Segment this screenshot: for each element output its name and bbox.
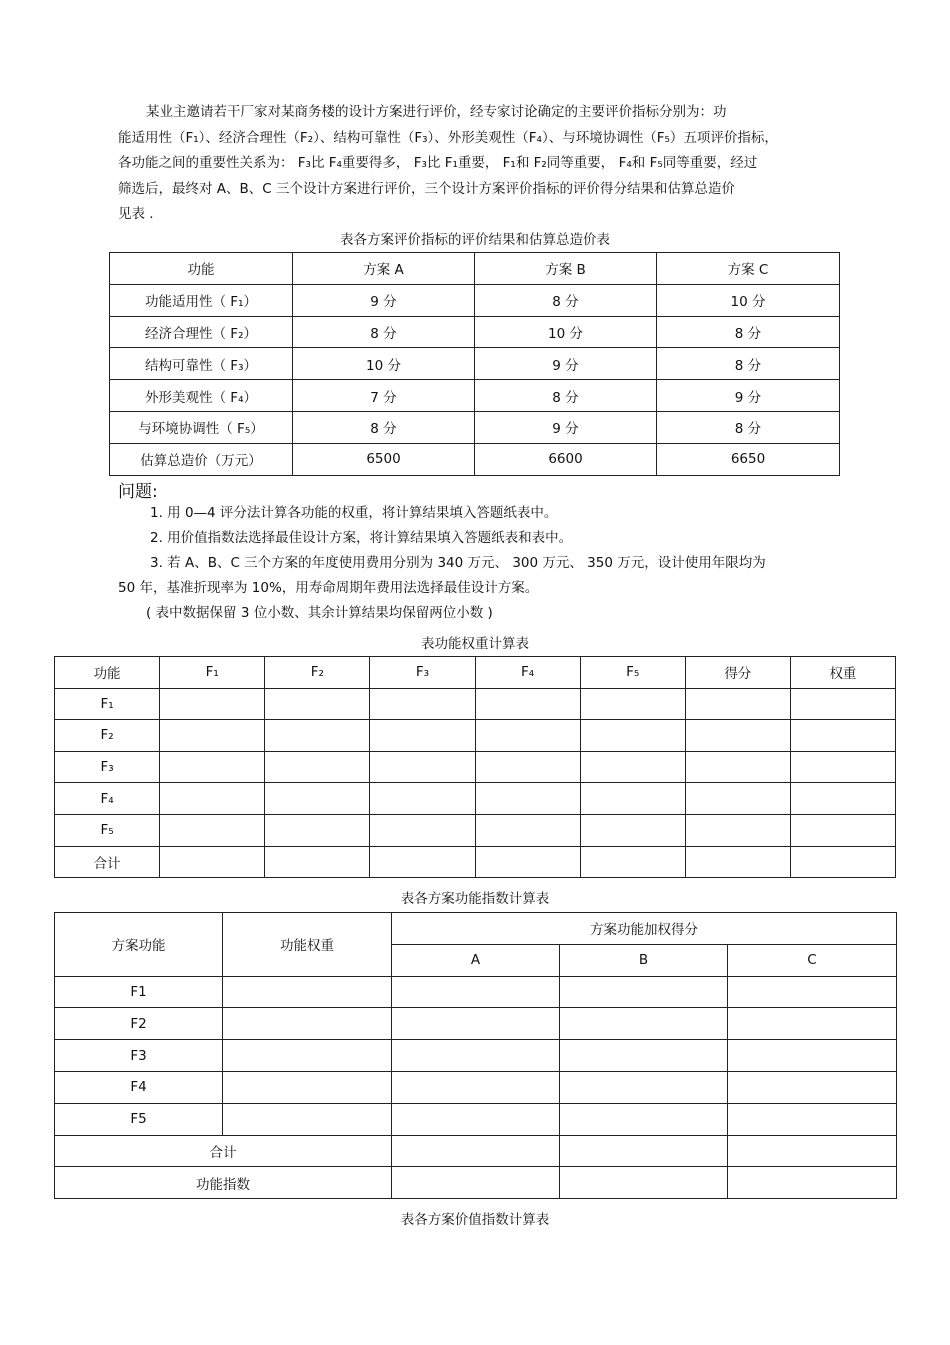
empty-cell[interactable] [223,1071,392,1103]
empty-cell[interactable] [392,1008,560,1040]
weight-table [54,656,896,878]
empty-cell[interactable] [728,1135,897,1167]
header-cell: 功能 [55,657,160,689]
table-cell: 6600 [475,443,657,475]
table-cell: 6500 [293,443,475,475]
empty-cell[interactable] [265,846,370,878]
empty-cell[interactable] [265,751,370,783]
table-cell: 8 分 [293,316,475,348]
row-label: 合计 [55,1135,392,1167]
table-cell: 10 分 [293,348,475,380]
empty-cell[interactable] [685,783,790,815]
empty-cell[interactable] [223,1040,392,1072]
questions-list [118,501,838,626]
row-label: F₁ [55,688,160,720]
empty-cell[interactable] [160,720,265,752]
table-cell: 外形美观性（ F₄） [110,380,293,412]
header-cell: 方案 C [657,253,840,285]
subheader-cell: B [560,944,728,976]
table-cell: 9 分 [657,380,840,412]
table-row [55,1040,897,1072]
row-label: F1 [55,976,223,1008]
row-label: F₃ [55,751,160,783]
empty-cell[interactable] [685,688,790,720]
empty-cell[interactable] [790,846,895,878]
table-row [55,1071,897,1103]
empty-cell[interactable] [728,1071,897,1103]
table-row [55,1008,897,1040]
table-cell: 9 分 [293,284,475,316]
empty-cell[interactable] [370,783,475,815]
empty-cell[interactable] [560,1135,728,1167]
empty-cell[interactable] [560,1071,728,1103]
table-cell: 7 分 [293,380,475,412]
table-row [110,348,840,380]
table-cell: 估算总造价（万元） [110,443,293,475]
empty-cell[interactable] [370,720,475,752]
header-cell: 权重 [790,657,895,689]
table-cell: 经济合理性（ F₂） [110,316,293,348]
empty-cell[interactable] [475,751,580,783]
empty-cell[interactable] [265,720,370,752]
empty-cell[interactable] [790,720,895,752]
header-cell: 功能 [110,253,293,285]
table-cell: 8 分 [657,316,840,348]
empty-cell[interactable] [392,1167,560,1199]
empty-cell[interactable] [392,976,560,1008]
header-cell: 功能权重 [223,913,392,977]
table-row [110,443,840,475]
row-label: F5 [55,1103,223,1135]
intro-paragraph [118,100,838,228]
empty-cell[interactable] [392,1135,560,1167]
table-cell: 结构可靠性（ F₃） [110,348,293,380]
empty-cell[interactable] [728,1008,897,1040]
header-cell: 方案 B [475,253,657,285]
row-label: F₅ [55,814,160,846]
question-note: ( 表中数据保留 3 位小数、其余计算结果均保留两位小数 ) [146,605,493,621]
table-cell: 9 分 [475,411,657,443]
header-cell: F₅ [580,657,685,689]
empty-cell[interactable] [160,846,265,878]
questions-title: 问题: [118,482,158,502]
empty-cell[interactable] [685,720,790,752]
row-label: F2 [55,1008,223,1040]
table-row [55,1135,897,1167]
row-label: F4 [55,1071,223,1103]
row-label: F₄ [55,783,160,815]
empty-cell[interactable] [728,1103,897,1135]
empty-cell[interactable] [580,783,685,815]
empty-cell[interactable] [560,976,728,1008]
table1-caption: 表各方案评价指标的评价结果和估算总造价表 [340,232,610,248]
table-header-row [55,913,897,945]
empty-cell[interactable] [580,814,685,846]
empty-cell[interactable] [685,751,790,783]
empty-cell[interactable] [560,1040,728,1072]
table-row [55,1103,897,1135]
question-item: 50 年，基准折现率为 10%，用寿命周期年费用法选择最佳设计方案。 [118,580,539,596]
empty-cell[interactable] [580,720,685,752]
table3-caption: 表各方案功能指数计算表 [400,891,550,907]
function-index-table [54,912,897,1199]
empty-cell[interactable] [728,1040,897,1072]
table-row [55,976,897,1008]
row-label: 功能指数 [55,1167,392,1199]
row-label: 合计 [55,846,160,878]
header-cell: 方案功能 [55,913,223,977]
empty-cell[interactable] [160,814,265,846]
header-cell: 得分 [685,657,790,689]
table-cell: 8 分 [293,411,475,443]
intro-line: 某业主邀请若干厂家对某商务楼的设计方案进行评价，经专家讨论确定的主要评价指标分别为：功 [146,104,727,120]
header-cell: F₂ [265,657,370,689]
subheader-cell: A [392,944,560,976]
intro-line: 筛选后，最终对 A、B、C 三个设计方案进行评价，三个设计方案评价指标的评价得分结果和估算总造价 [118,180,736,197]
empty-cell[interactable] [790,783,895,815]
empty-cell[interactable] [160,783,265,815]
table-row [110,380,840,412]
question-item: 1. 用 0—4 评分法计算各功能的权重，将计算结果填入答题纸表中。 [150,505,558,521]
table-cell: 9 分 [475,348,657,380]
empty-cell[interactable] [223,1008,392,1040]
table-row [55,846,896,878]
header-cell: F₁ [160,657,265,689]
table-cell: 6650 [657,443,840,475]
empty-cell[interactable] [580,688,685,720]
empty-cell[interactable] [475,846,580,878]
empty-cell[interactable] [728,976,897,1008]
table-cell: 8 分 [475,284,657,316]
empty-cell[interactable] [370,846,475,878]
table-row [55,688,896,720]
table-cell: 功能适用性（ F₁） [110,284,293,316]
empty-cell[interactable] [160,688,265,720]
empty-cell[interactable] [223,976,392,1008]
empty-cell[interactable] [475,688,580,720]
table-row [55,1167,897,1199]
question-item: 3. 若 A、B、C 三个方案的年度使用费用分别为 340 万元、 300 万元、 350 万元，设计使用年限均为 [150,555,766,571]
table-row [110,411,840,443]
empty-cell[interactable] [392,1040,560,1072]
empty-cell[interactable] [685,846,790,878]
empty-cell[interactable] [790,814,895,846]
table-cell: 8 分 [657,348,840,380]
empty-cell[interactable] [560,1167,728,1199]
subheader-cell: C [728,944,897,976]
empty-cell[interactable] [392,1071,560,1103]
header-cell: F₃ [370,657,475,689]
empty-cell[interactable] [790,688,895,720]
table-cell: 8 分 [475,380,657,412]
empty-cell[interactable] [560,1008,728,1040]
table-row [110,316,840,348]
evaluation-table [109,252,840,476]
empty-cell[interactable] [265,783,370,815]
empty-cell[interactable] [265,814,370,846]
table-row [55,814,896,846]
intro-line: 各功能之间的重要性关系为： F₃比 F₄重要得多， F₃比 F₁重要， F₁和 F₂同等重要， F₄和 F₅同等重要，经过 [118,155,758,171]
empty-cell[interactable] [475,783,580,815]
empty-cell[interactable] [580,846,685,878]
table-row [55,720,896,752]
table-cell: 10 分 [475,316,657,348]
table-cell: 与环境协调性（ F₅） [110,411,293,443]
intro-line: 见表 . [118,206,154,222]
empty-cell[interactable] [223,1103,392,1135]
table-cell: 10 分 [657,284,840,316]
table-row [55,751,896,783]
empty-cell[interactable] [370,814,475,846]
table2-caption: 表功能权重计算表 [421,636,529,652]
empty-cell[interactable] [475,720,580,752]
empty-cell[interactable] [685,814,790,846]
row-label: F₂ [55,720,160,752]
table-header-row [110,253,840,285]
empty-cell[interactable] [370,688,475,720]
header-cell: F₄ [475,657,580,689]
table-row [55,783,896,815]
empty-cell[interactable] [560,1103,728,1135]
empty-cell[interactable] [580,751,685,783]
table-header-row [55,657,896,689]
empty-cell[interactable] [160,751,265,783]
empty-cell[interactable] [265,688,370,720]
table-row [110,284,840,316]
header-cell: 方案功能加权得分 [392,913,897,945]
empty-cell[interactable] [370,751,475,783]
intro-line: 能适用性（F₁）、经济合理性（F₂）、结构可靠性（F₃）、外形美观性（F₄）、与环境协调性（F₅）五项评价指标， [118,129,778,146]
empty-cell[interactable] [392,1103,560,1135]
footer-caption: 表各方案价值指数计算表 [400,1212,550,1228]
table-cell: 8 分 [657,411,840,443]
empty-cell[interactable] [790,751,895,783]
question-item: 2. 用价值指数法选择最佳设计方案，将计算结果填入答题纸表和表中。 [150,530,573,546]
row-label: F3 [55,1040,223,1072]
header-cell: 方案 A [293,253,475,285]
empty-cell[interactable] [475,814,580,846]
empty-cell[interactable] [728,1167,897,1199]
